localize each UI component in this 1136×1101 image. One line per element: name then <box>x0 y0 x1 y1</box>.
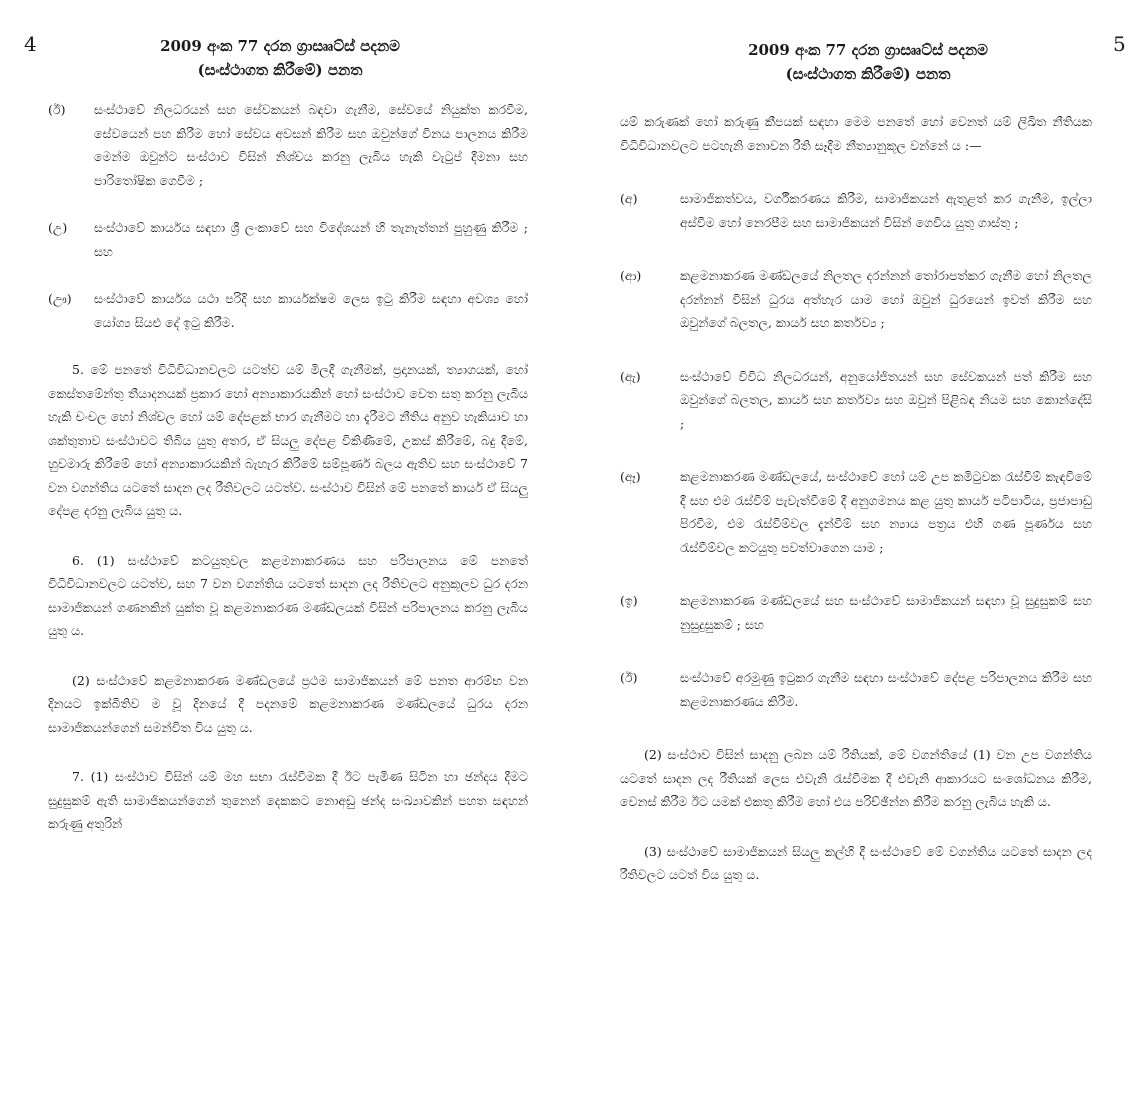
clause-item <box>48 216 528 263</box>
clause-label: (අ) <box>620 191 638 206</box>
clause-label: (ඇ) <box>620 368 641 384</box>
clause-item <box>620 666 1092 713</box>
clause-item <box>620 264 1092 335</box>
clause-label: (ඈ) <box>620 469 641 484</box>
clause-text: කළමනාකරණ මණ්ඩලයේ, සංස්ථාවේ හෝ යම් උප කමිටුවක රැස්වීම් කැඳවීමේ දී සහ එම රැස්වීම් පැවැත්වීමේ දී අනුගමනය කළ යුතු කාර්ය පටිපාටිය, ප්‍රජාපාඩු පිරවීම, එම රැස්වීම්වල දැන්වීම් සහ න්‍යාය පත්‍රය එහි ගණ පූර්ණය සහ රැස්වීම්වල කටයුතු පවත්වාගෙන යාම ; <box>680 469 1092 555</box>
clause-text: කළමනාකරණ මණ්ඩලයේ සහ සංස්ථාවේ සාමාජිකයන් සඳහා වූ සුදුසුකම් සහ නුසුදුසුකම් ; සහ <box>680 593 1092 632</box>
clause-item <box>620 589 1092 636</box>
clause-item <box>48 287 528 334</box>
page-number: 5 <box>1113 32 1126 56</box>
page-body <box>620 110 1092 913</box>
section-6-1-paragraph: 6. (1) සංස්ථාවේ කටයුතුවල කළමනාකරණය සහ පරිපාලනය මේ පනතේ විධිවිධානවලට යටත්ව, සහ 7 වන වගන්තිය යටතේ සාදන ලද රීතිවලට අනුකූලව ධුර දරන සාමාජිකයන් ගණනකින් යුක්ත වූ කළමනාකරණ මණ්ඩලයක් විසින් පරිපාලනය කරනු ලැබිය යුතු ය. <box>48 552 528 638</box>
header-subtitle: (සංස්ථාගත කිරීමේ) පනත <box>785 65 951 83</box>
header-title: 2009 අංක 77 දරන ග්‍රාස්‍රූට්ස් පදනම <box>160 37 400 55</box>
clause-text: සංස්ථාවේ අරමුණු ඉටුකර ගැනීම සඳහා සංස්ථාවේ දේපළ පරිපාලනය කිරීම සහ කළමනාකරණය කිරීම. <box>680 670 1092 709</box>
clause-label: (ඊ) <box>48 102 66 117</box>
section-7-3-paragraph: (3) සංස්ථාවේ සාමාජිකයන් සියලු කල්හි දී සංස්ථාවේ මේ වගන්තිය යටතේ සාදන ලද රීතිවලට යටත් විය යුතු ය. <box>620 843 1092 882</box>
clause-text: කළමනාකරණ මණ්ඩලයේ නිලතල දරන්නන් තෝරාපත්කර ගැනීම හෝ නිලතල දරන්නන් විසින් ධුරය අත්හැර යාම හෝ ඔවුන් ධුරයෙන් ඉවත් කිරීම සහ ඔවුන්ගේ බලතල, කාර්ය සහ කර්තව්‍ය ; <box>680 268 1092 330</box>
right-page <box>568 0 1136 1101</box>
section-6-2-paragraph: (2) සංස්ථාවේ කළමනාකරණ මණ්ඩලයේ ප්‍රථම සාමාජිකයන් මේ පනත ආරම්භ වන දිනයට ඉක්බිතිව ම වූ දිනයේ දී පදනමේ කළමනාකරණ මණ්ඩලයේ ධුරය දරන සාමාජිකයන්ගෙන් සමන්විත විය යුතු ය. <box>48 672 528 735</box>
header-subtitle: (සංස්ථාගත කිරීමේ) පනත <box>197 61 363 79</box>
clause-label: (ඊ) <box>620 670 638 685</box>
header-title: 2009 අංක 77 දරන ග්‍රාස්‍රූට්ස් පදනම <box>748 41 988 59</box>
clause-text: සංස්ථාවේ කාර්යය යථා පරිදි සහ කාර්යක්ෂම ලෙස ඉටු කිරීම සඳහා අවශ්‍ය හෝ යෝග්‍ය සියළු දේ ඉටු කිරීම. <box>94 291 528 330</box>
clause-item <box>620 465 1092 559</box>
intro-paragraph: යම් කරුණක් හෝ කරුණු කීපයක් සඳහා මෙම පනතේ හෝ වෙනත් යම් ලිඛිත නීතියක විධිවිධානවලට පටහැනි නොවන රීති සෑදීම නීත්‍යානුකූල වන්නේ ය :— <box>620 114 1092 153</box>
section-7-2-paragraph: (2) සංස්ථාව විසින් සාදනු ලබන යම් රීතියක්, මේ වගන්තියේ (1) වන උප වගන්තිය යටතේ සාදන ලද රීතියක් ලෙස එවැනි රැස්වීමක දී එවැනි ආකාරයට සංශෝධනය කිරීම, වෙනස් කිරීම ඊට යමක් එකතු කිරීම හෝ එය පරිච්ඡින්න කිරීම කරනු ලැබිය හැකි ය. <box>620 747 1092 809</box>
clause-text: සාමාජිකත්වය, වර්ගීකරණය කිරීම, සාමාජිකයන් ඇතුළත් කර ගැනීම, ඉල්ලා අස්වීම හෝ නෙරපීම සහ සාමාජිකයන් විසින් ගෙවිය යුතු ගාස්තු ; <box>680 191 1092 230</box>
clause-text: සංස්ථාවේ කාර්යය සඳහා ශ්‍රී ලංකාවේ සහ විදේශයන් හි තැනැත්තන් පුහුණු කිරීම ; සහ <box>94 220 528 259</box>
clause-label: (ඉ) <box>620 593 638 608</box>
page-number: 4 <box>24 32 37 56</box>
clause-label: (ඌ) <box>48 291 72 306</box>
clause-item <box>48 98 528 192</box>
clause-item <box>620 365 1092 436</box>
clause-text: සංස්ථාවේ විවිධ නිලධරයන්, අනුයෝජිතයන් සහ සේවකයන් පත් කිරීම සහ ඔවුන්ගේ බලතල, කාර්ය සහ කර්තව්‍ය සහ ඔවුන් පිළිබඳ නියම සහ කොන්දේසි ; <box>680 368 1092 431</box>
clause-label: (ආ) <box>620 268 642 283</box>
clause-text: සංස්ථාවේ නිලධරයන් සහ සේවකයන් බඳවා ගැනීම, සේවයේ නියුක්ත කරවීම, සේවයෙන් පහ කිරීම හෝ සේවය අවසන් කිරීම සහ ඔවුන්ගේ විනය පාලනය කිරීම මෙන්ම ඔවුන්ට සංස්ථාව විසින් නිශ්චය කරනු ලැබිය හැකි වැටුප් දීමනා සහ පාරිතෝෂික ගෙවීම ; <box>94 102 528 188</box>
section-7-1-paragraph: 7. (1) සංස්ථාව විසින් යම් මහ සභා රැස්වීමක දී ඊට පැමිණ සිටින හා ඡන්දය දීමට සුදුසුකම් ඇති සාමාජිකයන්ගෙන් තුනෙන් දෙකකට නොඅඩු ඡන්ද සංඛ්‍යාවකින් පහත සඳහන් කරුණු අතුරින් <box>48 769 528 831</box>
section-5-paragraph: 5. මේ පනතේ විධිවිධානවලට යටත්ව යම් මිලදී ගැනීමක්, ප්‍රදානයක්, ත්‍යාගයක්, හෝ කෙස්තමේන්තු තීයාදනයක් ප්‍රකාර හෝ අන්‍යාකාරයකින් හෝ සංස්ථාව වෙත සතු කරනු ලැබිය හැකි චංචල හෝ නිශ්චල හෝ යම් දේපළක් භාර ගැනීමට හා දැරීමට නීතිය අනුව හැකියාව හා ශක්තුතාව සංස්ථාවට තිබිය යුතු අතර, ඒ සියලු දේපළ විකිණීමේ, උකස් කිරීමේ, බදු දීමේ, හුවමාරු කිරීමේ හෝ අන්‍යාකාරයකින් බැහැර කිරීමේ සම්පූර්ණ බලය ඇතිව සහ සංස්ථාවේ 7 වන වගන්තිය යටතේ සාදන ලද රීතිවලට යටත්ව. සංස්ථාව විසින් මේ පනතේ කාර්ය ඒ සියලු දේපළ දරනු ලැබිය යුතු ය. <box>48 362 528 518</box>
page-body <box>48 98 528 862</box>
clause-label: (උ) <box>48 220 68 235</box>
clause-item <box>620 187 1092 234</box>
page-header <box>80 34 480 82</box>
page-header <box>678 38 1058 86</box>
